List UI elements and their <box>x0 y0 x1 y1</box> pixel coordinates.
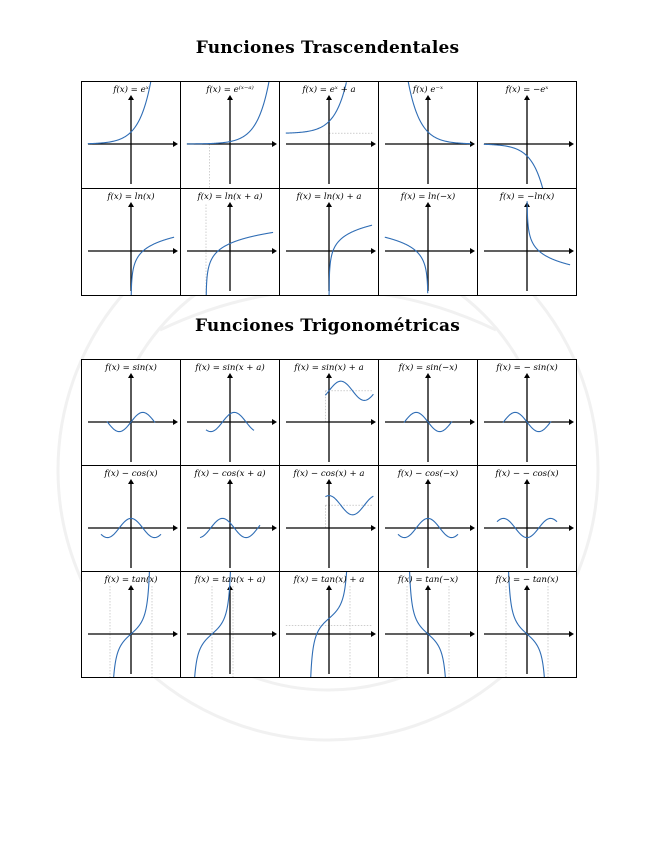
y-axis-arrow-icon <box>524 95 530 100</box>
x-axis-arrow-icon <box>272 141 277 147</box>
x-axis-arrow-icon <box>470 419 475 425</box>
function-label: f(x) = −ln(x) <box>499 192 555 202</box>
function-graph <box>280 360 378 466</box>
function-cell <box>82 189 181 296</box>
y-axis-arrow-icon <box>227 202 233 207</box>
function-graph <box>379 82 477 188</box>
x-axis-arrow-icon <box>173 419 178 425</box>
function-graph <box>478 82 576 188</box>
y-axis-arrow-icon <box>227 373 233 378</box>
function-label: f(x) = − sin(x) <box>496 363 558 373</box>
x-axis-arrow-icon <box>569 141 574 147</box>
function-cell <box>478 572 577 678</box>
y-axis-arrow-icon <box>128 373 134 378</box>
function-curve <box>484 144 548 189</box>
y-axis-arrow-icon <box>524 373 530 378</box>
function-label: f(x) = e⁽ˣ⁻ᵃ⁾ <box>206 85 254 95</box>
function-curve <box>206 232 273 296</box>
function-graph <box>379 572 477 678</box>
function-cell <box>82 466 181 572</box>
function-label: f(x) = ln(x + a) <box>197 192 263 202</box>
x-axis-arrow-icon <box>173 248 178 254</box>
y-axis-arrow-icon <box>425 373 431 378</box>
y-axis-arrow-icon <box>524 479 530 484</box>
function-label: f(x) − cos(x) <box>104 469 158 479</box>
function-graph <box>82 466 180 572</box>
y-axis-arrow-icon <box>128 202 134 207</box>
function-graph <box>181 82 279 188</box>
function-cell <box>181 360 280 466</box>
function-label: f(x) = sin(x) <box>105 363 157 373</box>
y-axis-arrow-icon <box>326 373 332 378</box>
x-axis-arrow-icon <box>569 419 574 425</box>
y-axis-arrow-icon <box>524 585 530 590</box>
section-title-trascendentales: Funciones Trascendentales <box>195 38 460 58</box>
x-axis-arrow-icon <box>371 141 376 147</box>
y-axis-arrow-icon <box>425 202 431 207</box>
function-cell <box>478 466 577 572</box>
function-graph <box>478 189 576 295</box>
function-cell <box>280 466 379 572</box>
function-label: f(x) = sin(x) + a <box>294 363 364 373</box>
function-cell <box>379 82 478 189</box>
function-graph <box>379 189 477 295</box>
y-axis-arrow-icon <box>425 95 431 100</box>
function-graph <box>181 572 279 678</box>
x-axis-arrow-icon <box>371 525 376 531</box>
y-axis-arrow-icon <box>128 95 134 100</box>
x-axis-arrow-icon <box>569 248 574 254</box>
x-axis-arrow-icon <box>470 525 475 531</box>
function-cell <box>379 189 478 296</box>
function-label: f(x) − cos(x + a) <box>194 469 266 479</box>
function-graph <box>280 82 378 188</box>
function-graph <box>379 360 477 466</box>
x-axis-arrow-icon <box>371 248 376 254</box>
function-graph <box>181 189 279 295</box>
function-label: f(x) = ln(−x) <box>400 192 456 202</box>
y-axis-arrow-icon <box>227 95 233 100</box>
function-graph <box>379 466 477 572</box>
function-label: f(x) = −eˣ <box>505 85 549 95</box>
grid-trascendentales <box>81 81 577 296</box>
function-graph <box>181 360 279 466</box>
function-cell <box>379 572 478 678</box>
function-graph <box>478 572 576 678</box>
y-axis-arrow-icon <box>326 479 332 484</box>
function-cell <box>379 466 478 572</box>
x-axis-arrow-icon <box>173 141 178 147</box>
y-axis-arrow-icon <box>425 479 431 484</box>
function-label: f(x) = tan(−x) <box>397 575 459 585</box>
function-cell <box>280 189 379 296</box>
function-label: f(x) = sin(−x) <box>398 363 458 373</box>
x-axis-arrow-icon <box>470 631 475 637</box>
function-cell <box>478 189 577 296</box>
function-curve <box>527 201 570 265</box>
x-axis-arrow-icon <box>272 525 277 531</box>
function-curve <box>385 237 428 293</box>
x-axis-arrow-icon <box>272 419 277 425</box>
y-axis-arrow-icon <box>227 479 233 484</box>
function-cell <box>478 360 577 466</box>
function-graph <box>82 360 180 466</box>
function-graph <box>82 82 180 188</box>
function-label: f(x) − cos(x) + a <box>293 469 365 479</box>
function-cell <box>280 360 379 466</box>
y-axis-arrow-icon <box>128 585 134 590</box>
function-graph <box>478 360 576 466</box>
function-label: f(x) = − tan(x) <box>495 575 559 585</box>
function-graph <box>280 189 378 295</box>
section-title-trigonometricas: Funciones Trigonométricas <box>194 316 461 336</box>
y-axis-arrow-icon <box>128 479 134 484</box>
function-graph <box>478 466 576 572</box>
grid-trigonometricas <box>81 359 577 678</box>
y-axis-arrow-icon <box>326 95 332 100</box>
function-label: f(x) = tan(x) <box>104 575 158 585</box>
x-axis-arrow-icon <box>173 525 178 531</box>
function-label: f(x) e⁻ˣ <box>412 85 444 95</box>
function-label: f(x) = tan(x + a) <box>194 575 266 585</box>
function-graph <box>82 189 180 295</box>
function-graph <box>280 466 378 572</box>
x-axis-arrow-icon <box>569 631 574 637</box>
x-axis-arrow-icon <box>272 631 277 637</box>
y-axis-arrow-icon <box>326 585 332 590</box>
x-axis-arrow-icon <box>371 631 376 637</box>
function-cell <box>181 189 280 296</box>
x-axis-arrow-icon <box>173 631 178 637</box>
function-cell <box>82 360 181 466</box>
function-label: f(x) − cos(−x) <box>397 469 459 479</box>
function-cell <box>82 82 181 189</box>
function-cell <box>280 82 379 189</box>
y-axis-arrow-icon <box>326 202 332 207</box>
function-cell <box>379 360 478 466</box>
x-axis-arrow-icon <box>470 248 475 254</box>
function-curve <box>329 225 372 296</box>
function-graph <box>181 466 279 572</box>
function-label: f(x) = tan(x) + a <box>293 575 365 585</box>
function-label: f(x) = ln(x) + a <box>296 192 362 202</box>
function-label: f(x) − − cos(x) <box>495 469 559 479</box>
function-label: f(x) = eˣ <box>113 85 149 95</box>
y-axis-arrow-icon <box>425 585 431 590</box>
function-label: f(x) = ln(x) <box>107 192 155 202</box>
function-cell <box>181 82 280 189</box>
function-label: f(x) = sin(x + a) <box>195 363 265 373</box>
x-axis-arrow-icon <box>371 419 376 425</box>
function-cell <box>181 572 280 678</box>
function-label: f(x) = eˣ + a <box>302 85 356 95</box>
function-cell <box>181 466 280 572</box>
function-cell <box>280 572 379 678</box>
function-cell <box>82 572 181 678</box>
x-axis-arrow-icon <box>569 525 574 531</box>
function-cell <box>478 82 577 189</box>
function-graph <box>82 572 180 678</box>
function-curve <box>131 237 174 296</box>
function-graph <box>280 572 378 678</box>
x-axis-arrow-icon <box>272 248 277 254</box>
